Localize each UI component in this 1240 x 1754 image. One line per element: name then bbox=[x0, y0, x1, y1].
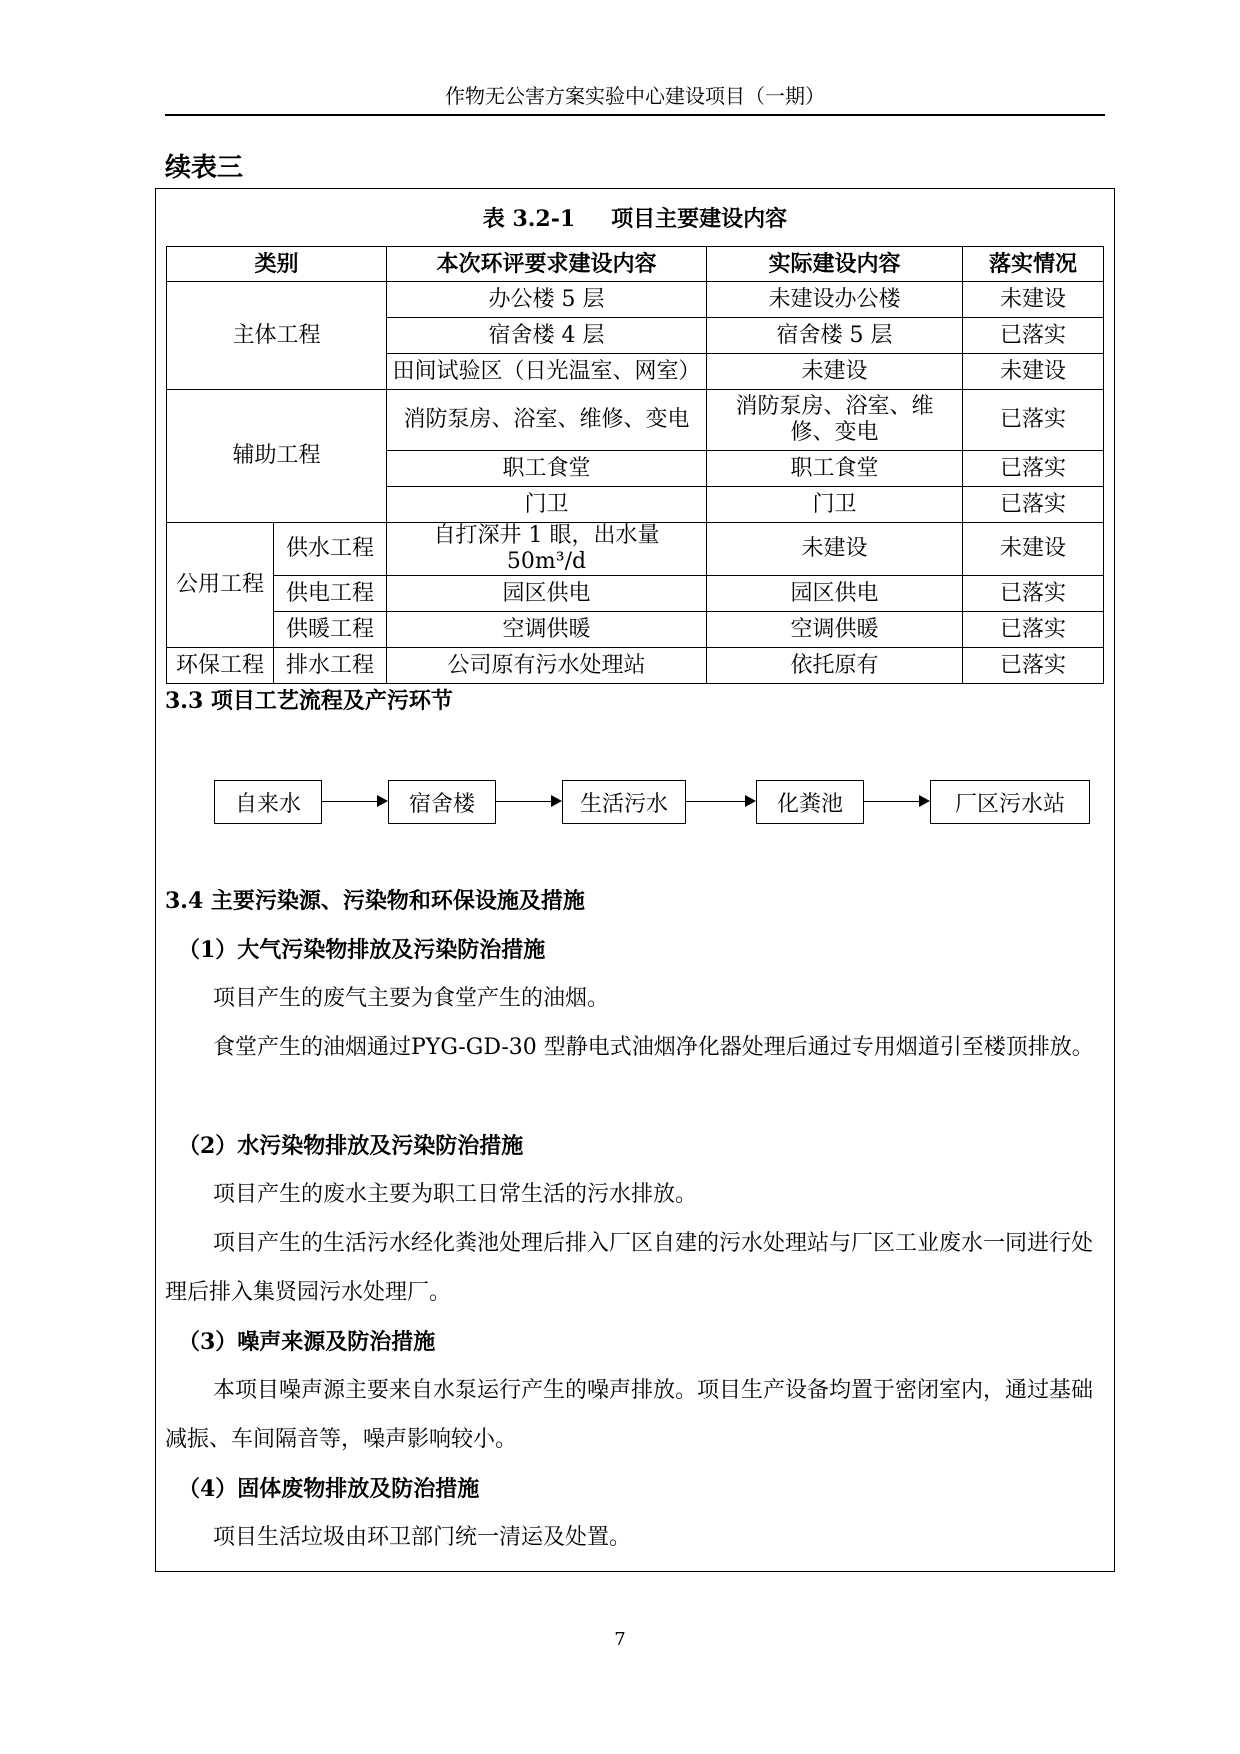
subsection-water-title: （2）水污染物排放及污染防治措施 bbox=[178, 1133, 524, 1159]
required-cell: 空调供暖 bbox=[387, 612, 707, 648]
status-cell: 已落实 bbox=[963, 576, 1104, 612]
table-row bbox=[167, 282, 1104, 318]
status-cell: 已落实 bbox=[963, 487, 1104, 523]
flow-arrow bbox=[496, 801, 560, 802]
required-cell: 职工食堂 bbox=[387, 451, 707, 487]
status-cell: 已落实 bbox=[963, 612, 1104, 648]
required-cell: 自打深井 1 眼，出水量 50m³/d bbox=[387, 523, 707, 576]
category-cell: 辅助工程 bbox=[167, 390, 387, 523]
status-cell: 已落实 bbox=[963, 318, 1104, 354]
required-cell: 宿舍楼 4 层 bbox=[387, 318, 707, 354]
section-3-3-title: 3.3 项目工艺流程及产污环节 bbox=[165, 688, 453, 714]
flow-arrow bbox=[322, 801, 386, 802]
paragraph: 项目产生的废气主要为食堂产生的油烟。 bbox=[213, 986, 610, 1011]
paragraph: 项目生活垃圾由环卫部门统一清运及处置。 bbox=[213, 1525, 632, 1550]
flow-step-dormitory: 宿舍楼 bbox=[388, 780, 496, 824]
required-cell: 办公楼 5 层 bbox=[387, 282, 707, 318]
required-cell: 门卫 bbox=[387, 487, 707, 523]
table-row bbox=[167, 648, 1104, 684]
actual-cell: 职工食堂 bbox=[707, 451, 963, 487]
subcategory-cell: 排水工程 bbox=[274, 648, 387, 684]
subcategory-cell: 供电工程 bbox=[274, 576, 387, 612]
continued-label: 续表三 bbox=[165, 153, 244, 183]
header-status: 落实情况 bbox=[963, 247, 1104, 282]
table-header-row bbox=[167, 247, 1104, 282]
header-rule bbox=[165, 114, 1105, 116]
process-flow-diagram bbox=[165, 780, 1105, 826]
actual-cell: 未建设 bbox=[707, 523, 963, 576]
table-caption bbox=[165, 205, 1105, 233]
actual-cell: 宿舍楼 5 层 bbox=[707, 318, 963, 354]
subsection-noise-title: （3）噪声来源及防治措施 bbox=[178, 1329, 436, 1355]
actual-cell: 园区供电 bbox=[707, 576, 963, 612]
status-cell: 已落实 bbox=[963, 451, 1104, 487]
page-number: 7 bbox=[614, 1629, 626, 1650]
paragraph: 本项目噪声源主要来自水泵运行产生的噪声排放。项目生产设备均置于密闭室内，通过基础减振、车间隔音等，噪声影响较小。 bbox=[165, 1378, 1094, 1452]
required-cell: 园区供电 bbox=[387, 576, 707, 612]
actual-cell: 依托原有 bbox=[707, 648, 963, 684]
table-caption-number: 表 3.2-1 bbox=[482, 206, 576, 232]
construction-table bbox=[166, 246, 1104, 684]
flow-arrow bbox=[686, 801, 754, 802]
table-caption-title: 项目主要建设内容 bbox=[611, 206, 788, 232]
category-cell: 公用工程 bbox=[167, 523, 274, 648]
status-cell: 未建设 bbox=[963, 523, 1104, 576]
category-cell: 主体工程 bbox=[167, 282, 387, 390]
table-row bbox=[167, 576, 1104, 612]
flow-step-tap-water: 自来水 bbox=[214, 780, 322, 824]
actual-cell: 消防泵房、浴室、维修、变电 bbox=[707, 390, 963, 451]
paragraph: 项目产生的废水主要为职工日常生活的污水排放。 bbox=[213, 1182, 698, 1207]
actual-cell: 空调供暖 bbox=[707, 612, 963, 648]
subcategory-cell: 供水工程 bbox=[274, 523, 387, 576]
subcategory-cell: 供暖工程 bbox=[274, 612, 387, 648]
status-cell: 已落实 bbox=[963, 648, 1104, 684]
category-cell: 环保工程 bbox=[167, 648, 274, 684]
required-cell: 消防泵房、浴室、维修、变电 bbox=[387, 390, 707, 451]
header-required: 本次环评要求建设内容 bbox=[387, 247, 707, 282]
table-row bbox=[167, 612, 1104, 648]
flow-step-septic-tank: 化粪池 bbox=[756, 780, 864, 824]
paragraph: 项目产生的生活污水经化粪池处理后排入厂区自建的污水处理站与厂区工业废水一同进行处理后排入集贤园污水处理厂。 bbox=[165, 1231, 1094, 1305]
status-cell: 未建设 bbox=[963, 282, 1104, 318]
section-3-4-title: 3.4 主要污染源、污染物和环保设施及措施 bbox=[165, 888, 585, 914]
flow-arrow bbox=[864, 801, 928, 802]
actual-cell: 未建设办公楼 bbox=[707, 282, 963, 318]
header-actual: 实际建设内容 bbox=[707, 247, 963, 282]
flow-step-plant-sewage-station: 厂区污水站 bbox=[930, 780, 1090, 824]
actual-cell: 未建设 bbox=[707, 354, 963, 390]
running-header: 作物无公害方案实验中心建设项目（一期） bbox=[445, 84, 825, 108]
header-category: 类别 bbox=[167, 247, 387, 282]
paragraph: 食堂产生的油烟通过PYG-GD-30 型静电式油烟净化器处理后通过专用烟道引至楼顶排放。 bbox=[213, 1035, 1094, 1060]
actual-cell: 门卫 bbox=[707, 487, 963, 523]
status-cell: 未建设 bbox=[963, 354, 1104, 390]
required-cell: 田间试验区（日光温室、网室） bbox=[387, 354, 707, 390]
flow-step-domestic-sewage: 生活污水 bbox=[562, 780, 686, 824]
required-cell: 公司原有污水处理站 bbox=[387, 648, 707, 684]
subsection-air-title: （1）大气污染物排放及污染防治措施 bbox=[178, 937, 546, 963]
subsection-solid-waste-title: （4）固体废物排放及防治措施 bbox=[178, 1476, 480, 1502]
table-row bbox=[167, 390, 1104, 451]
table-row bbox=[167, 523, 1104, 576]
status-cell: 已落实 bbox=[963, 390, 1104, 451]
